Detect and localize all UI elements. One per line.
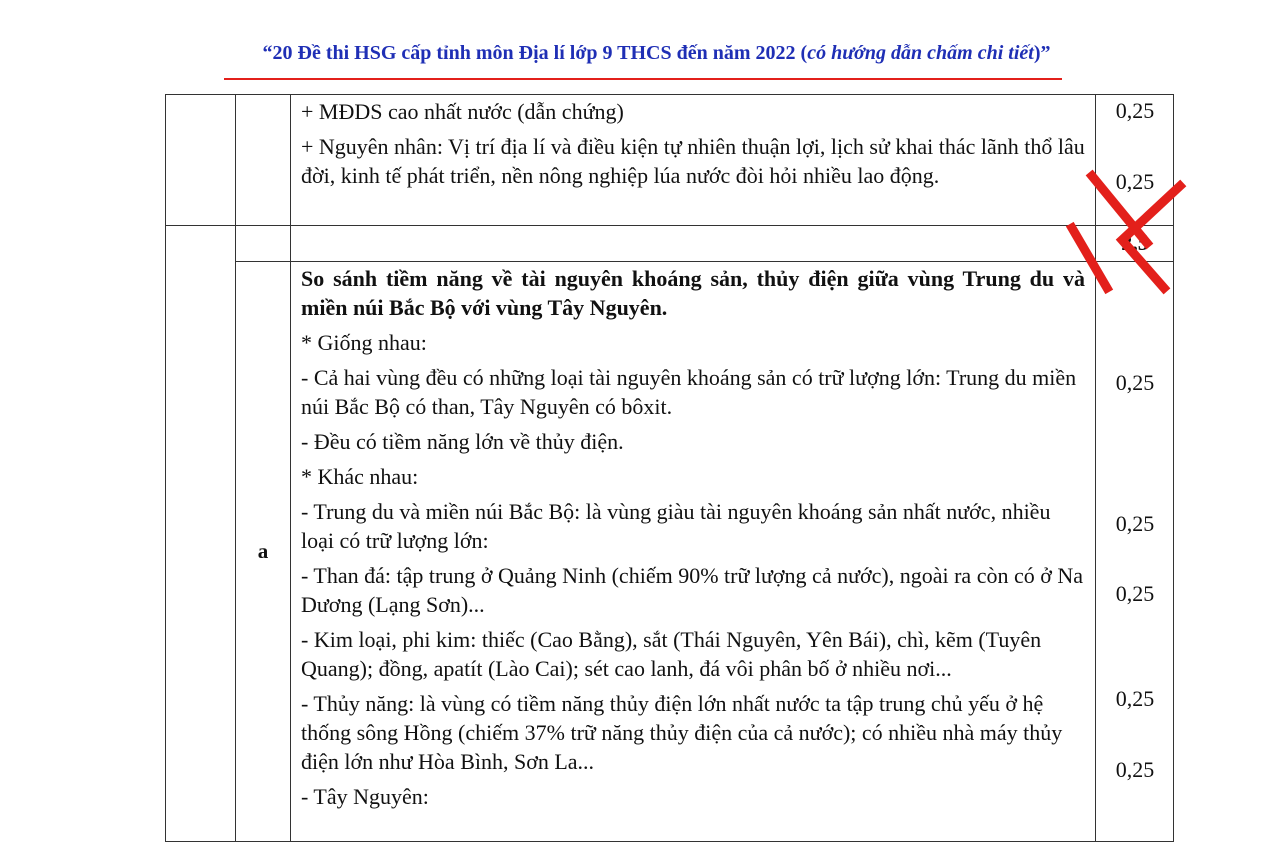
table-row bbox=[166, 262, 1174, 842]
score-cell bbox=[1096, 262, 1174, 842]
score-value: 0,25 bbox=[1115, 757, 1155, 782]
grading-table bbox=[165, 94, 1174, 842]
score-value: 0,25 bbox=[1115, 511, 1155, 536]
score-cell bbox=[1096, 226, 1174, 262]
part-label: a bbox=[236, 262, 291, 842]
part-cell bbox=[236, 95, 291, 226]
part-cell bbox=[236, 226, 291, 262]
score-value: 0,25 bbox=[1115, 98, 1155, 123]
answer-line: * Khác nhau: bbox=[301, 464, 419, 489]
answer-cell bbox=[291, 262, 1096, 842]
answer-cell bbox=[291, 95, 1096, 226]
question-heading: So sánh tiềm năng về tài nguyên khoáng sản, thủy điện giữa vùng Trung du và miền núi Bắc Bộ với vùng Tây Nguyên. bbox=[301, 266, 1085, 320]
score-value: 0,25 bbox=[1115, 169, 1155, 194]
answer-line: - Than đá: tập trung ở Quảng Ninh (chiếm 90% trữ lượng cả nước), ngoài ra còn có ở Na Dương (Lạng Sơn)... bbox=[301, 563, 1084, 617]
header-underline bbox=[224, 78, 1062, 80]
question-cell bbox=[166, 95, 236, 226]
answer-line: - Trung du và miền núi Bắc Bộ: là vùng giàu tài nguyên khoáng sản nhất nước, nhiều loại có trữ lượng lớn: bbox=[301, 499, 1051, 553]
answer-line: - Kim loại, phi kim: thiếc (Cao Bằng), sắt (Thái Nguyên, Yên Bái), chì, kẽm (Tuyên Quang); đồng, apatít (Lào Cai); sét cao lanh, đá vôi phân bố ở nhiều nơi... bbox=[301, 627, 1042, 681]
table-row bbox=[166, 95, 1174, 226]
answer-line: * Giống nhau: bbox=[301, 330, 427, 355]
page-header-title: “20 Đề thi HSG cấp tỉnh môn Địa lí lớp 9 THCS đến năm 2022 (có hướng dẫn chấm chi tiết)” bbox=[262, 42, 1051, 64]
answer-line: - Đều có tiềm năng lớn về thủy điện. bbox=[301, 429, 624, 454]
answer-cell bbox=[291, 226, 1096, 262]
score-value: 0,25 bbox=[1115, 581, 1155, 606]
answer-line: + Nguyên nhân: Vị trí địa lí và điều kiện tự nhiên thuận lợi, lịch sử khai thác lãnh thổ lâu đời, kinh tế phát triển, nền nông nghiệp lúa nước đòi hỏi nhiều lao động. bbox=[301, 134, 1085, 188]
section-total-score: 2,5 bbox=[1121, 230, 1149, 255]
answer-line: + MĐDS cao nhất nước (dẫn chứng) bbox=[301, 99, 624, 124]
score-cell bbox=[1096, 95, 1174, 226]
score-value: 0,25 bbox=[1115, 370, 1155, 395]
score-value: 0,25 bbox=[1115, 686, 1155, 711]
answer-line: - Thủy năng: là vùng có tiềm năng thủy điện lớn nhất nước ta tập trung chủ yếu ở hệ thống sông Hồng (chiếm 37% trữ năng thủy điện của cả nước); có nhiều nhà máy thủy điện lớn như Hòa Bình, Sơn La... bbox=[301, 691, 1063, 774]
answer-line: - Tây Nguyên: bbox=[301, 784, 429, 809]
answer-line: - Cả hai vùng đều có những loại tài nguyên khoáng sản có trữ lượng lớn: Trung du miền núi Bắc Bộ có than, Tây Nguyên có bôxit. bbox=[301, 365, 1077, 419]
table-row bbox=[166, 226, 1174, 262]
question-cell bbox=[166, 226, 236, 842]
